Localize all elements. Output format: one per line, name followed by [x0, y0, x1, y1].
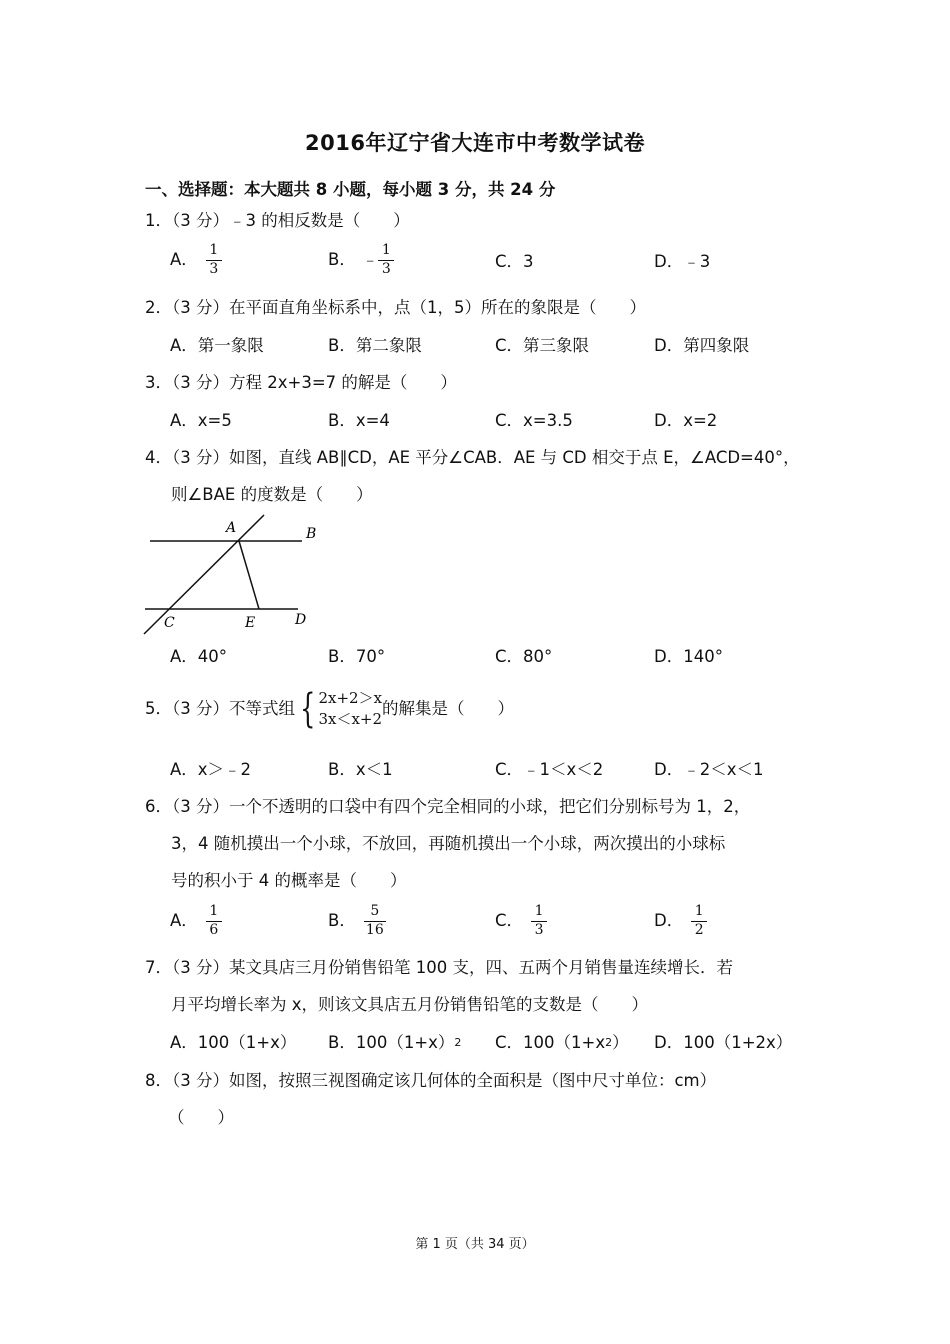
numerator: 1 [534, 903, 544, 919]
question-6-option-a [170, 904, 222, 938]
question-7-stem-line-2: 月平均增长率为 x，则该文具店五月份销售铅笔的支数是（ ） [171, 995, 649, 1014]
exponent: 2 [605, 1036, 613, 1049]
question-1-stem: 1．（3 分）﹣3 的相反数是（ ） [145, 211, 410, 230]
numerator: 1 [694, 903, 704, 919]
question-5-option-a: A．x＞﹣2 [170, 760, 252, 779]
fraction [531, 904, 547, 938]
option-label: A． [170, 911, 198, 930]
denominator: 3 [381, 261, 391, 277]
question-1-option-d: D．﹣3 [654, 252, 711, 271]
question-3-option-a: A．x=5 [170, 411, 232, 430]
stem-suffix: 的解集是（ ） [382, 699, 515, 718]
section-heading: 一、选择题：本大题共 8 小题，每小题 3 分，共 24 分 [145, 180, 556, 199]
question-6-stem-line-1: 6．（3 分）一个不透明的口袋中有四个完全相同的小球，把它们分别标号为 1，2， [145, 797, 751, 816]
exponent: 2 [454, 1036, 462, 1049]
denominator: 2 [694, 922, 704, 938]
fraction [378, 243, 394, 277]
label-a: A [226, 520, 237, 536]
label-c: C [164, 615, 175, 631]
question-6-stem-line-3: 号的积小于 4 的概率是（ ） [171, 871, 407, 890]
fraction [206, 904, 222, 938]
denominator: 16 [365, 922, 384, 938]
question-3-option-d: D．x=2 [654, 411, 718, 430]
question-5-option-d: D．﹣2＜x＜1 [654, 760, 764, 779]
question-1-option-c: C．3 [495, 252, 534, 271]
question-1-option-b [328, 243, 394, 277]
option-text: C．100（1+x [495, 1033, 606, 1052]
denominator: 6 [209, 922, 219, 938]
question-7-option-b [328, 1033, 461, 1053]
inequality-system [295, 688, 382, 730]
question-5-option-c: C．﹣1＜x＜2 [495, 760, 604, 779]
line-ae [239, 541, 259, 609]
page-footer: 第 1 页（共 34 页） [415, 1237, 535, 1252]
question-6-option-c [495, 904, 547, 938]
question-5-option-b: B．x＜1 [328, 760, 393, 779]
label-e: E [245, 615, 256, 631]
page-title: 2016年辽宁省大连市中考数学试卷 [305, 131, 645, 155]
question-6-stem-line-2: 3，4 随机摸出一个小球，不放回，再随机摸出一个小球，两次摸出的小球标 [171, 834, 726, 853]
option-label: D． [654, 911, 684, 930]
option-label: A． [170, 250, 198, 269]
fraction [691, 904, 707, 938]
inequality-2: 3x＜x+2 [318, 710, 383, 728]
question-3-option-c: C．x=3.5 [495, 411, 573, 430]
question-2-option-c: C．第三象限 [495, 336, 590, 355]
numerator: 1 [209, 903, 219, 919]
question-7-option-d: D．100（1+2x） [654, 1033, 793, 1052]
minus-sign: ﹣ [361, 250, 379, 269]
question-4-option-a: A．40° [170, 647, 228, 666]
question-7-option-c [495, 1033, 629, 1053]
question-3-option-b: B．x=4 [328, 411, 390, 430]
option-label: C． [495, 911, 524, 930]
question-4-option-c: C．80° [495, 647, 553, 666]
label-b: B [306, 526, 317, 542]
option-label: B． [328, 250, 356, 269]
question-7-stem-line-1: 7．（3 分）某文具店三月份销售铅笔 100 支，四、五两个月销售量连续增长．若 [145, 958, 733, 977]
numerator: 1 [209, 242, 219, 258]
denominator: 3 [209, 261, 219, 277]
question-7-option-a: A．100（1+x） [170, 1033, 297, 1052]
brace-icon: { [300, 686, 316, 732]
question-2-option-d: D．第四象限 [654, 336, 750, 355]
question-2-stem: 2．（3 分）在平面直角坐标系中，点（1，5）所在的象限是（ ） [145, 298, 646, 317]
question-4-stem-line-1: 4．（3 分）如图，直线 AB∥CD，AE 平分∠CAB．AE 与 CD 相交于点 E，∠ACD=40°， [145, 448, 800, 467]
numerator: 5 [370, 903, 380, 919]
denominator: 3 [534, 922, 544, 938]
option-label: B． [328, 911, 356, 930]
option-text-end: ） [612, 1033, 629, 1052]
question-2-option-a: A．第一象限 [170, 336, 264, 355]
question-4-option-d: D．140° [654, 647, 723, 666]
question-1-option-a [170, 243, 222, 277]
fraction [364, 904, 386, 938]
option-text: B．100（1+x） [328, 1033, 455, 1052]
question-4-option-b: B．70° [328, 647, 386, 666]
question-4-stem-line-2: 则∠BAE 的度数是（ ） [171, 485, 373, 504]
question-2-option-b: B．第二象限 [328, 336, 422, 355]
question-6-option-d [654, 904, 707, 938]
question-6-option-b [328, 904, 386, 938]
question-4-figure [140, 508, 325, 638]
label-d: D [295, 612, 307, 628]
inequality-1: 2x+2＞x [318, 689, 383, 707]
stem-prefix: 5．（3 分）不等式组 [145, 699, 295, 718]
question-3-stem: 3．（3 分）方程 2x+3=7 的解是（ ） [145, 373, 457, 392]
question-8-stem-line-2: （ ） [168, 1108, 234, 1127]
fraction [206, 243, 222, 277]
numerator: 1 [381, 242, 391, 258]
question-8-stem-line-1: 8．（3 分）如图，按照三视图确定该几何体的全面积是（图中尺寸单位：cm） [145, 1071, 717, 1090]
question-5-stem [145, 688, 514, 730]
